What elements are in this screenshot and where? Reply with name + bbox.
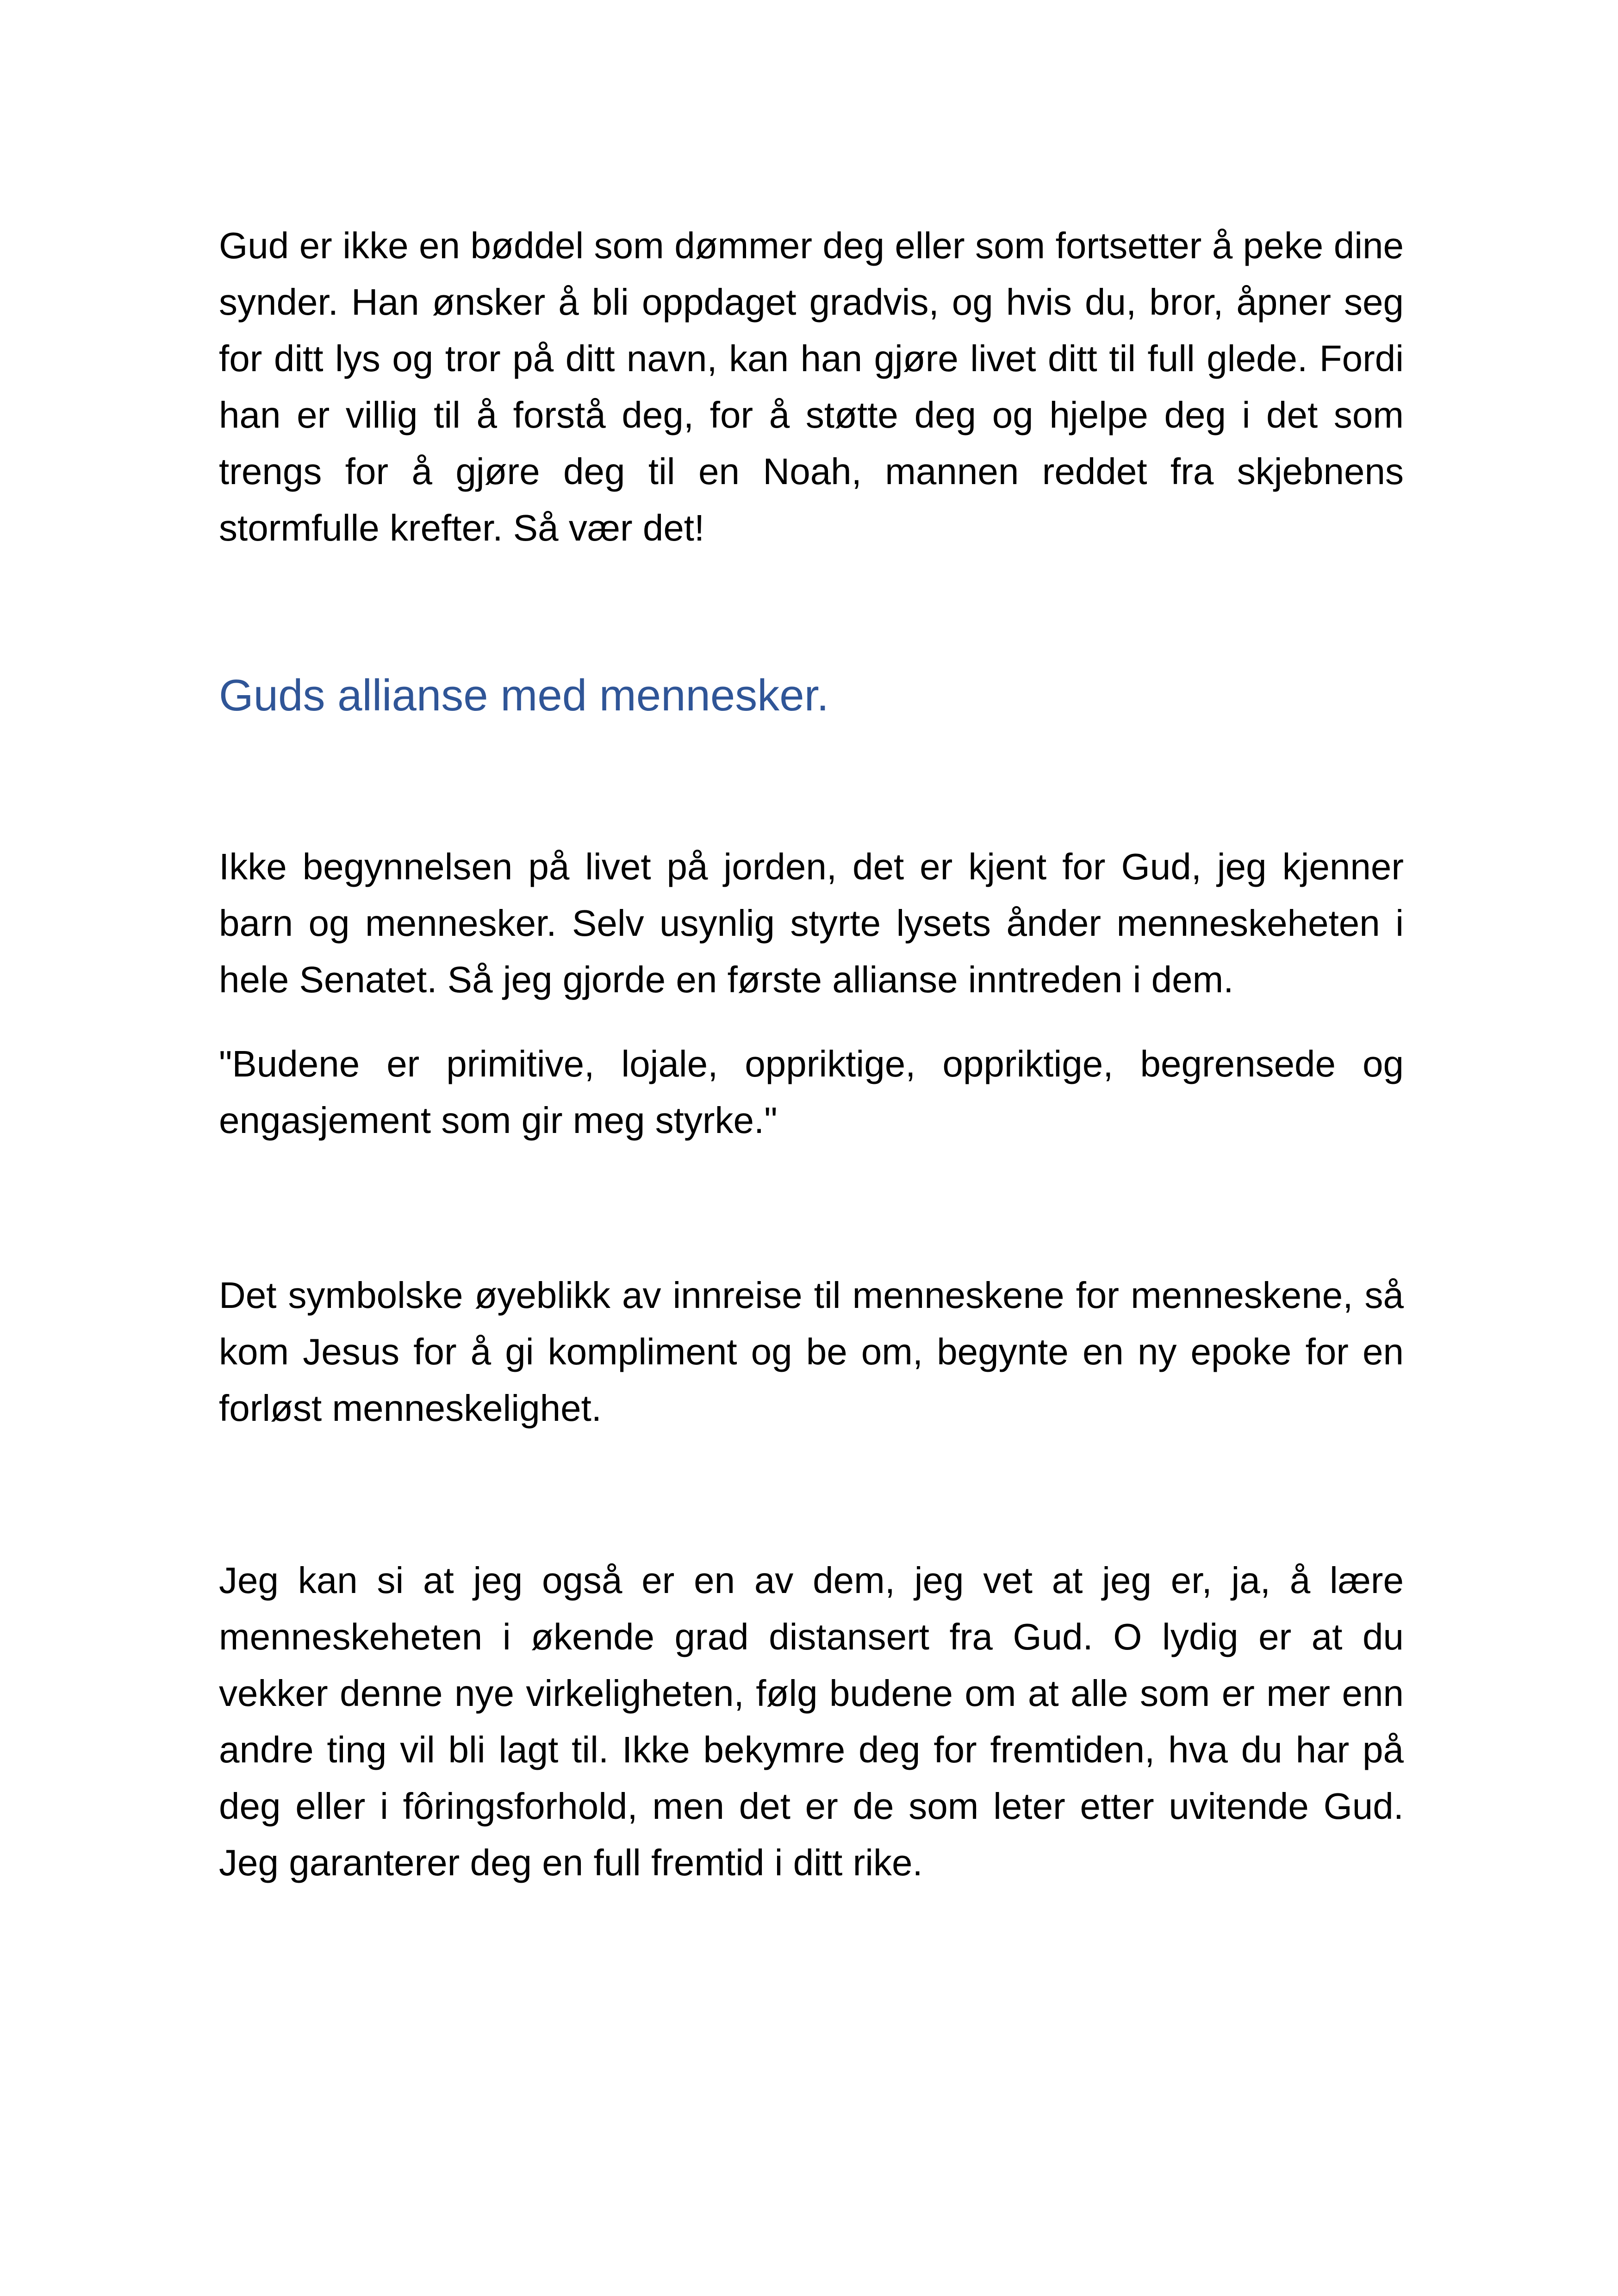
- paragraph-intro: Gud er ikke en bøddel som dømmer deg eller som fortsetter å peke dine synder. Han ønsker å bli oppdaget gradvis, og hvis du, bror, åpner seg for ditt lys og tror på ditt navn, kan han gjøre livet ditt til full glede. Fordi han er villig til å forstå deg, for å støtte deg og hjelpe deg i det som trengs for å gjøre deg til en Noah, mannen reddet fra skjebnens stormfulle krefter. Så vær det!: [219, 225, 1404, 548]
- paragraph-symbolic-moment: Det symbolske øyeblikk av innreise til menneskene for menneskene, så kom Jesus for å gi kompliment og be om, begynte en ny epoke for en forløst menneskelighet.: [219, 1275, 1404, 1429]
- paragraph-beginning: Ikke begynnelsen på livet på jorden, det er kjent for Gud, jeg kjenner barn og mennesker. Selv usynlig styrte lysets ånder menneskeheten i hele Senatet. Så jeg gjorde en første allianse inntreden i dem.: [219, 846, 1404, 1000]
- section-heading: Guds allianse med mennesker.: [219, 671, 829, 720]
- document-body: [219, 218, 1404, 1891]
- paragraph-quote: "Budene er primitive, lojale, oppriktige, oppriktige, begrensede og engasjement som gir meg styrke.": [219, 1043, 1404, 1141]
- paragraph-closing: Jeg kan si at jeg også er en av dem, jeg vet at jeg er, ja, å lære menneskeheten i økende grad distansert fra Gud. O lydig er at du vekker denne nye virkeligheten, følg budene om at alle som er mer enn andre ting vil bli lagt til. Ikke bekymre deg for fremtiden, hva du har på deg eller i fôringsforhold, men det er de som leter etter uvitende Gud. Jeg garanterer deg en full fremtid i ditt rike.: [219, 1560, 1404, 1883]
